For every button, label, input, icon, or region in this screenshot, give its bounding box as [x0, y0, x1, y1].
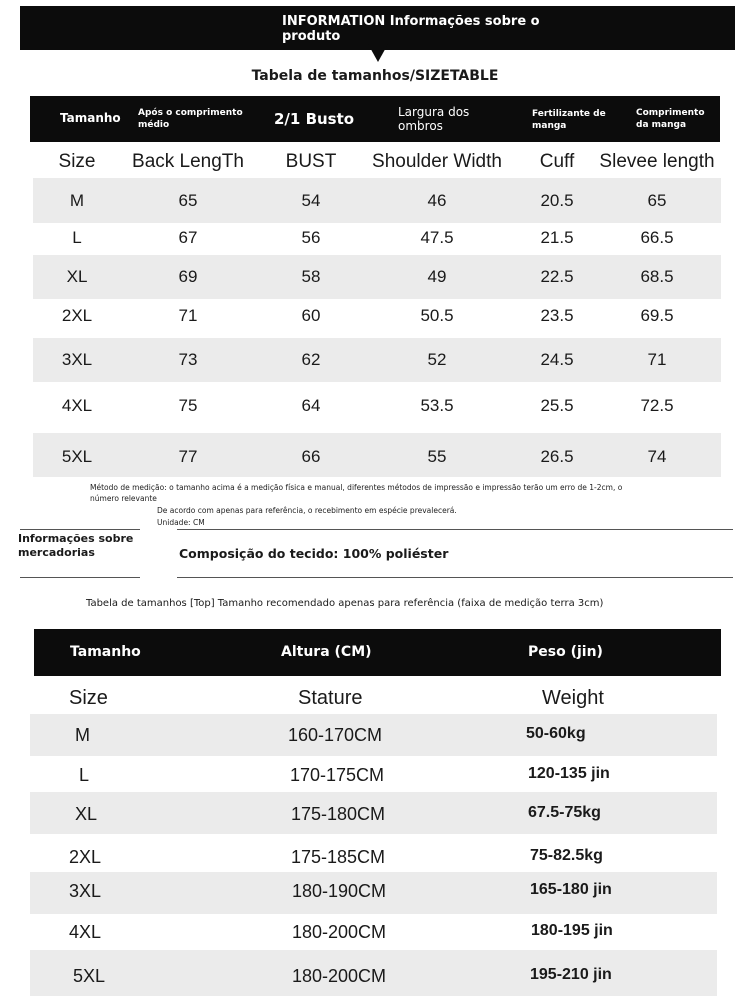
header-size: Tamanho: [60, 111, 121, 125]
sub2-size: Size: [69, 687, 108, 709]
cell-size: 5XL: [61, 447, 93, 466]
header-bust: 2/1 Busto: [274, 110, 355, 128]
cell-stature: 170-175CM: [290, 765, 385, 785]
cell-back-length: 77: [178, 447, 198, 466]
cell-stature: 160-170CM: [288, 725, 383, 745]
cell-bust: 66: [301, 447, 321, 466]
cell-size: 3XL: [61, 350, 93, 369]
cell-stature: 180-200CM: [292, 966, 387, 986]
cell-cuff: 25.5: [540, 396, 574, 415]
measurement-note: Método de medição: o tamanho acima é a medição física e manual, diferentes métodos de impressão e impressão terão um erro de 1-2cm, o número relevante: [90, 483, 623, 503]
cell-shoulder: 53.5: [420, 396, 454, 415]
divider: [177, 577, 733, 578]
cell-stature: 180-200CM: [292, 922, 387, 942]
cell-back-length: 73: [178, 350, 198, 369]
row-stripe: [33, 433, 721, 477]
divider: [20, 577, 140, 578]
cell-weight: 120-135 jin: [528, 765, 610, 782]
banner-notch: [368, 44, 388, 62]
cell-back-length: 75: [178, 396, 198, 415]
cell-back-length: 65: [178, 191, 198, 210]
cell-size: 5XL: [73, 966, 106, 986]
cell-weight: 75-82.5kg: [530, 847, 603, 864]
cell-stature: 175-180CM: [291, 804, 386, 824]
row-stripe: [33, 178, 721, 223]
cell-sleeve: 71: [647, 350, 667, 369]
sub-bust: BUST: [285, 151, 337, 172]
cell-size: XL: [66, 267, 88, 286]
cell-shoulder: 47.5: [420, 228, 454, 247]
reference-note: De acordo com apenas para referência, o recebimento em espécie prevalecerá.: [157, 506, 457, 515]
cell-stature: 175-185CM: [291, 847, 386, 867]
cell-bust: 64: [301, 396, 321, 415]
cell-sleeve: 74: [647, 447, 667, 466]
cell-size: 4XL: [61, 396, 93, 415]
cell-sleeve: 68.5: [640, 267, 674, 286]
cell-stature: 180-190CM: [292, 881, 387, 901]
row-stripe: [33, 338, 721, 382]
cell-bust: 62: [301, 350, 321, 369]
size-table-header: [30, 96, 720, 142]
cell-weight: 195-210 jin: [530, 966, 612, 983]
top-table-note: Tabela de tamanhos [Top] Tamanho recomendado apenas para referência (faixa de medição terra 3cm): [86, 598, 604, 609]
cell-cuff: 26.5: [540, 447, 574, 466]
sub-sleeve: Slevee length: [599, 151, 715, 172]
sub2-weight: Weight: [542, 687, 604, 709]
cell-cuff: 24.5: [540, 350, 574, 369]
goods-label: Informações sobre mercadorias: [18, 532, 134, 559]
sub-back-length: Back LengTh: [132, 151, 244, 172]
cell-cuff: 21.5: [540, 228, 574, 247]
cell-sleeve: 69.5: [640, 306, 674, 325]
header-shoulder: Largura dos ombros: [398, 105, 470, 133]
cell-shoulder: 49: [427, 267, 447, 286]
cell-weight: 180-195 jin: [531, 922, 613, 939]
cell-weight: 50-60kg: [526, 725, 586, 742]
header-sleeve: Comprimento da manga: [636, 108, 705, 130]
cell-bust: 60: [301, 306, 321, 325]
divider: [20, 529, 140, 530]
cell-size: XL: [75, 804, 98, 824]
banner-title: INFORMATION Informações sobre o produto: [282, 14, 540, 44]
cell-cuff: 22.5: [540, 267, 574, 286]
cell-shoulder: 50.5: [420, 306, 454, 325]
row-stripe: [33, 255, 721, 299]
sub2-stature: Stature: [298, 687, 363, 709]
cell-sleeve: 66.5: [640, 228, 674, 247]
cell-bust: 54: [301, 191, 321, 210]
cell-size: M: [69, 191, 85, 210]
header2-weight: Peso (jin): [528, 644, 603, 660]
cell-shoulder: 55: [427, 447, 447, 466]
fabric-composition: Composição do tecido: 100% poliéster: [179, 546, 449, 561]
sub-shoulder: Shoulder Width: [372, 151, 502, 172]
cell-bust: 56: [301, 228, 321, 247]
cell-size: L: [72, 228, 82, 247]
cell-size: L: [79, 765, 90, 785]
cell-size: 3XL: [69, 881, 102, 901]
cell-back-length: 67: [178, 228, 198, 247]
header-cuff: Fertilizante de manga: [532, 109, 606, 131]
cell-size: 2XL: [61, 306, 93, 325]
cell-back-length: 71: [178, 306, 198, 325]
top-table-header: [34, 629, 721, 676]
cell-size: 2XL: [69, 847, 102, 867]
cell-cuff: 23.5: [540, 306, 574, 325]
cell-size: 4XL: [69, 922, 102, 942]
cell-sleeve: 65: [647, 191, 667, 210]
divider: [177, 529, 733, 530]
cell-back-length: 69: [178, 267, 198, 286]
cell-weight: 67.5-75kg: [528, 804, 601, 821]
cell-shoulder: 52: [427, 350, 447, 369]
cell-size: M: [75, 725, 90, 745]
header2-size: Tamanho: [70, 644, 141, 660]
header2-stature: Altura (CM): [281, 644, 372, 660]
size-table-title: Tabela de tamanhos/SIZETABLE: [251, 68, 499, 84]
cell-weight: 165-180 jin: [530, 881, 612, 898]
cell-shoulder: 46: [427, 191, 447, 210]
cell-sleeve: 72.5: [640, 396, 674, 415]
unit-note: Unidade: CM: [157, 518, 205, 527]
sub-cuff: Cuff: [539, 151, 575, 172]
sub-size: Size: [58, 151, 96, 172]
header-back-length: Após o comprimento médio: [138, 108, 243, 130]
cell-bust: 58: [301, 267, 321, 286]
cell-cuff: 20.5: [540, 191, 574, 210]
